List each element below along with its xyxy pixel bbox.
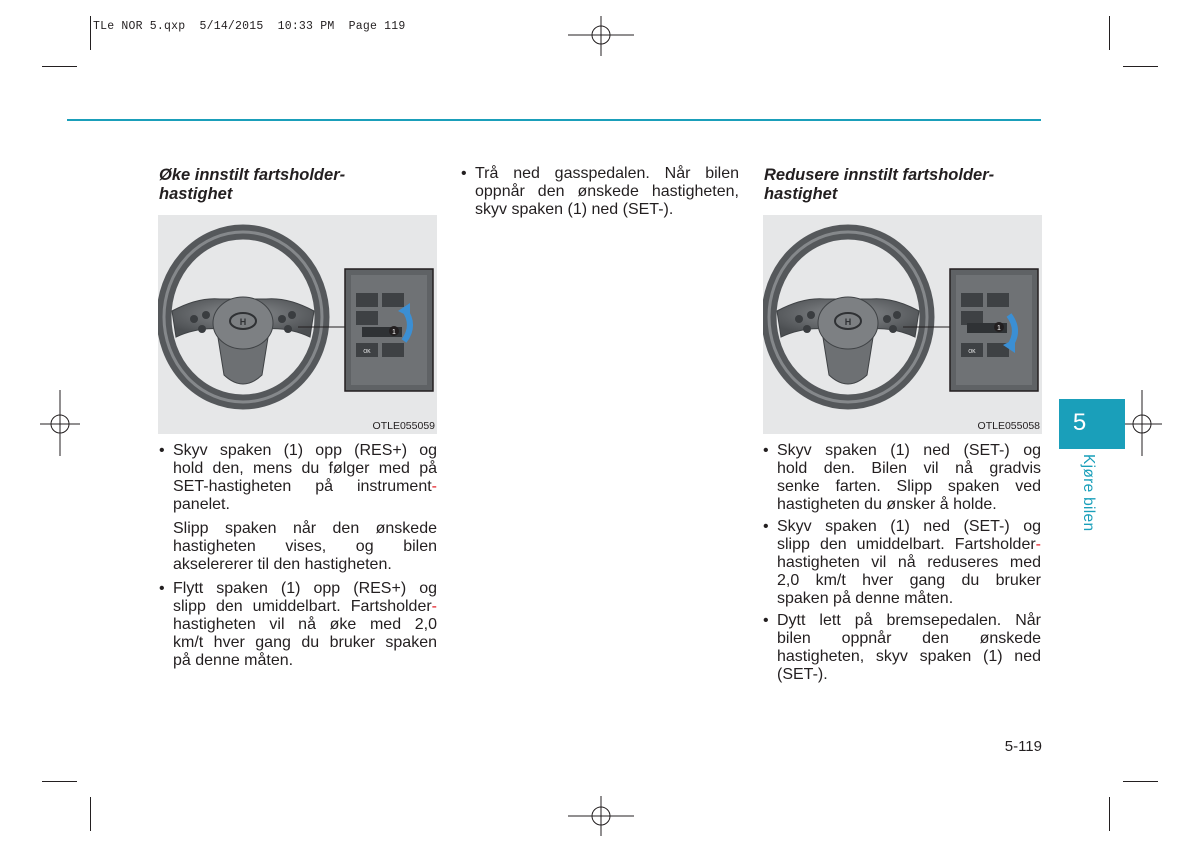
figure-code: OTLE055058 — [977, 420, 1040, 432]
steering-wheel-figure-decrease — [763, 215, 1042, 434]
bullet-item: • Dytt lett på bremsepedalen. Når bilen oppnår den ønskede hastigheten, skyv spaken (1) ned (SET-). — [763, 612, 1041, 683]
section-heading-increase: Øke innstilt fartsholder- hastighet — [159, 166, 346, 203]
registration-mark-icon — [1122, 390, 1162, 456]
section-heading-decrease: Redusere innstilt fartsholder- hastighet — [764, 166, 995, 203]
print-slug: TLe NOR 5.qxp 5/14/2015 10:33 PM Page 119 — [93, 20, 406, 33]
col3-text — [763, 442, 1041, 688]
steering-wheel-icon — [763, 215, 1042, 434]
registration-mark-icon — [568, 796, 634, 836]
bullet-item: • Skyv spaken (1) ned (SET-) og hold den. Bilen vil nå gradvis senke farten. Slipp spaken ved hastigheten du ønsker å holde. — [763, 442, 1041, 513]
figure-code: OTLE055059 — [372, 420, 435, 432]
chapter-number: 5 — [1072, 409, 1087, 436]
bullet-item: • Skyv spaken (1) opp (RES+) og hold den, mens du følger med på SET-hastigheten på instrument- panelet. — [159, 442, 437, 513]
col1-text — [159, 442, 437, 674]
chapter-tab — [1059, 399, 1125, 449]
page-number: 5-119 — [1004, 738, 1042, 755]
svg-text:OK: OK — [363, 349, 371, 355]
bullet-item: • Skyv spaken (1) ned (SET-) og slipp den umiddelbart. Fartsholder- hastigheten vil nå reduseres med 2,0 km/t hver gang du bruker spaken på denne måten. — [763, 518, 1041, 607]
registration-mark-icon — [568, 16, 634, 56]
header-rule — [67, 119, 1041, 121]
chapter-title: Kjøre bilen — [1080, 454, 1097, 532]
bullet-continuation: Slipp spaken når den ønskede hastigheten vises, og bilen akselererer til den hastigheten. — [173, 520, 437, 573]
bullet-item: • Flytt spaken (1) opp (RES+) og slipp den umiddelbart. Fartsholder- hastigheten vil nå øke med 2,0 km/t hver gang du bruker spaken på denne måten. — [159, 580, 437, 669]
svg-text:H: H — [239, 317, 247, 327]
steering-wheel-figure-increase — [158, 215, 437, 434]
steering-wheel-icon — [158, 215, 437, 434]
col2-text — [461, 165, 739, 223]
svg-text:1: 1 — [392, 329, 396, 336]
svg-text:1: 1 — [997, 325, 1001, 332]
svg-text:H: H — [844, 317, 852, 327]
registration-mark-icon — [40, 390, 80, 456]
bullet-item: • Trå ned gasspedalen. Når bilen oppnår den ønskede hastigheten, skyv spaken (1) ned (SET-). — [461, 165, 739, 218]
svg-text:OK: OK — [968, 349, 976, 355]
